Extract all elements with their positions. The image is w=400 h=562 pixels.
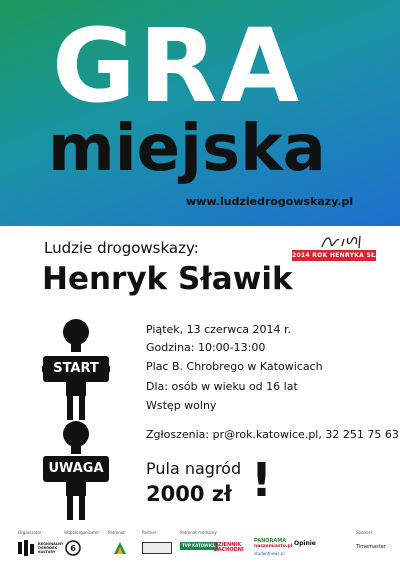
start-figure (42, 318, 110, 420)
organizer-logo-text: REGIONALNY OŚRODEK KULTURY (38, 542, 64, 554)
uwaga-figure (42, 420, 110, 522)
caption-patron: Patronat: (108, 530, 127, 535)
coorganizer-logo-icon (64, 540, 82, 556)
naszemiasto-logo: naszemiasto.pl (254, 544, 293, 549)
badge-ribbon: 2014 ROK HENRYKA SŁAWIKA (292, 252, 400, 259)
caption-sponsor: Sponsor: (356, 530, 374, 535)
caption-coorganizer: Współorganizator: (64, 530, 101, 535)
title-gra: GRA (52, 7, 303, 126)
website-link[interactable]: www.ludziedrogowskazy.pl (186, 195, 354, 208)
title-miejska: miejska (48, 112, 326, 186)
organizer-logo-icon (18, 540, 36, 556)
prize-label: Pula nagród (146, 459, 242, 478)
event-date: Piątek, 13 czerwca 2014 r. (146, 323, 292, 336)
event-place: Plac B. Chrobrego w Katowicach (146, 360, 323, 373)
uwaga-label: UWAGA (48, 461, 104, 476)
event-audience: Dla: osób w wieku od 16 lat (146, 380, 298, 393)
caption-partner: Partner: (142, 530, 158, 535)
svg-text:6: 6 (70, 544, 76, 553)
sponsors-strip (0, 530, 400, 562)
anniversary-badge (292, 232, 400, 262)
header-banner (0, 0, 400, 226)
event-entry: Wstęp wolny (146, 399, 217, 412)
opinie-logo: Opinie (294, 540, 316, 547)
dziennik-logo: DZIENNIK ZACHODNI (214, 542, 244, 553)
start-label: START (53, 361, 99, 376)
prize-amount: 2000 zł (146, 482, 232, 506)
partner-logo (142, 542, 172, 554)
person-name: Henryk Sławik (42, 261, 293, 297)
studentnews-logo: studentnews.pl (254, 551, 285, 556)
tvp-logo: TVP KATOWICE (182, 543, 216, 548)
event-registration[interactable]: Zgłoszenia: pr@rok.katowice.pl, 32 251 75 63 (146, 428, 399, 441)
panorama-logo: PANORAMA (254, 538, 287, 544)
timemaster-logo: Timemaster (356, 544, 386, 550)
subtitle: Ludzie drogowskazy: (44, 239, 199, 257)
signature-icon (318, 232, 368, 252)
event-time: Godzina: 10:00-13:00 (146, 341, 266, 354)
exclamation-mark: ! (251, 453, 272, 507)
caption-organizer: Organizator: (18, 530, 43, 535)
patron-logo-icon (112, 540, 128, 556)
caption-media: Patronat medialny: (180, 530, 218, 535)
